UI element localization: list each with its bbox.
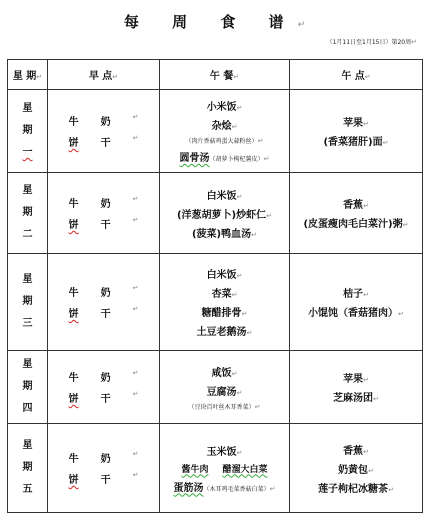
breakfast-char: 干	[100, 309, 111, 320]
paragraph-mark-icon: ↵	[297, 20, 306, 30]
paragraph-mark-icon: ↵	[411, 38, 417, 46]
paragraph-mark-icon: ↵	[132, 216, 139, 224]
day-char: 期	[22, 207, 33, 218]
breakfast-char: 饼	[68, 309, 79, 320]
dish-name: 白米饭	[206, 190, 237, 202]
day-char: 期	[22, 125, 33, 136]
breakfast-char: 奶	[100, 288, 111, 299]
breakfast-char: 饼	[68, 220, 79, 231]
snack-name: (香菜猪肝)面	[323, 137, 383, 148]
dish-name: 杏菜	[211, 289, 232, 300]
breakfast-item	[48, 390, 159, 405]
breakfast-item	[48, 450, 159, 465]
lunch-cell	[160, 173, 290, 254]
lunch-cell	[160, 424, 290, 513]
dish-name: 土豆老鹅汤	[196, 327, 247, 338]
breakfast-char: 奶	[100, 117, 111, 128]
snack-item	[290, 304, 422, 319]
paragraph-mark-icon: ↵	[373, 395, 379, 403]
breakfast-char: 牛	[68, 288, 79, 299]
day-char: 期	[22, 462, 33, 473]
dish-name: (洋葱胡萝卜)炒虾仁	[176, 209, 267, 221]
day-cell	[8, 254, 48, 351]
day-char: 星	[22, 103, 33, 114]
header-lunch: 午 餐↵	[160, 60, 290, 90]
snack-name: 苹果	[343, 374, 364, 385]
paragraph-mark-icon: ↵	[363, 447, 369, 456]
breakfast-item	[48, 305, 159, 320]
breakfast-char: 饼	[68, 394, 79, 405]
paragraph-mark-icon: ↵	[257, 137, 264, 145]
dish-name: 白米饭	[206, 270, 237, 281]
paragraph-mark-icon: ↵	[132, 134, 139, 142]
dish-name: 糖醋排骨	[201, 308, 242, 319]
day-cell	[8, 351, 48, 424]
paragraph-mark-icon: ↵	[132, 390, 139, 398]
date-range	[327, 37, 417, 46]
snack-name: 桔子	[343, 289, 364, 300]
date-range-text: （1月11日至1月15日）第20周	[326, 39, 412, 46]
page-title	[0, 11, 429, 32]
snack-cell	[290, 424, 423, 513]
table-row	[8, 351, 423, 424]
day-char: 三	[22, 318, 33, 329]
breakfast-char: 干	[100, 138, 111, 149]
dish-name: (菠菜)鸭血汤	[191, 228, 252, 240]
breakfast-char: 牛	[68, 454, 79, 465]
breakfast-char: 牛	[68, 199, 79, 210]
day-char: 五	[22, 484, 33, 495]
paragraph-mark-icon: ↵	[132, 305, 139, 313]
breakfast-item	[48, 195, 159, 210]
paragraph-mark-icon: ↵	[231, 123, 238, 131]
breakfast-cell	[48, 351, 160, 424]
paragraph-mark-icon: ↵	[388, 485, 394, 494]
snack-item	[290, 389, 422, 404]
breakfast-char: 干	[100, 394, 111, 405]
lunch-dish	[160, 225, 289, 240]
snack-item	[290, 442, 422, 457]
menu-table	[7, 59, 423, 513]
day-char: 星	[22, 274, 33, 285]
breakfast-char: 奶	[100, 454, 111, 465]
paragraph-mark-icon: ↵	[254, 402, 261, 411]
header-row	[8, 60, 423, 90]
table-row	[8, 424, 423, 513]
paragraph-mark-icon: ↵	[402, 221, 409, 229]
lunch-dish	[160, 206, 289, 221]
snack-name: 苹果	[343, 118, 364, 129]
day-char: 星	[22, 359, 33, 370]
dish-detail: （胡萝卜枸杞薯皮）	[209, 156, 264, 163]
breakfast-item	[48, 471, 159, 486]
dish-name: 圆骨汤	[179, 153, 210, 164]
dish-name: 小米饭	[206, 102, 237, 113]
paragraph-mark-icon: ↵	[398, 310, 404, 318]
paragraph-mark-icon: ↵	[363, 291, 369, 299]
paragraph-mark-icon: ↵	[132, 450, 139, 458]
snack-name: 奶黄包	[338, 464, 369, 476]
table-row	[8, 90, 423, 173]
snack-item	[290, 196, 422, 211]
paragraph-mark-icon: ↵	[363, 120, 369, 128]
day-char: 期	[22, 381, 33, 392]
lunch-dish	[160, 98, 289, 113]
breakfast-cell	[48, 173, 160, 254]
day-cell	[8, 173, 48, 254]
paragraph-mark-icon: ↵	[132, 113, 139, 121]
breakfast-char: 奶	[100, 373, 111, 384]
paragraph-mark-icon: ↵	[251, 230, 257, 239]
paragraph-mark-icon: ↵	[246, 329, 253, 337]
lunch-dish	[160, 443, 289, 458]
breakfast-item	[48, 284, 159, 299]
table-row	[8, 254, 423, 351]
breakfast-item	[48, 369, 159, 384]
lunch-dish	[160, 117, 289, 132]
lunch-dish	[160, 266, 289, 281]
header-breakfast: 早 点↵	[48, 60, 160, 90]
paragraph-mark-icon: ↵	[132, 284, 139, 292]
snack-item	[290, 285, 422, 300]
lunch-cell	[160, 254, 290, 351]
lunch-dish	[160, 383, 289, 398]
snack-cell	[290, 351, 423, 424]
dish-name: 杂烩	[211, 121, 232, 132]
header-snack: 午 点↵	[290, 60, 423, 90]
snack-item	[290, 370, 422, 385]
breakfast-cell	[48, 90, 160, 173]
day-char: 四	[22, 403, 33, 414]
breakfast-char: 干	[100, 475, 111, 486]
lunch-dish	[160, 285, 289, 300]
snack-name: (皮蛋瘦肉毛白菜汁)粥	[303, 219, 403, 230]
dish-name: 蛋筋汤	[173, 482, 204, 494]
breakfast-cell	[48, 424, 160, 513]
paragraph-mark-icon: ↵	[132, 471, 139, 479]
paragraph-mark-icon: ↵	[231, 369, 238, 378]
paragraph-mark-icon: ↵	[236, 104, 243, 112]
paragraph-mark-icon: ↵	[236, 388, 243, 397]
day-char: 二	[22, 229, 33, 240]
paragraph-mark-icon: ↵	[236, 272, 243, 280]
snack-name: 小馄饨（香菇猪肉）	[308, 308, 399, 319]
lunch-pair	[160, 462, 289, 475]
paragraph-mark-icon: ↵	[363, 376, 369, 384]
day-char: 星	[22, 185, 33, 196]
lunch-dish	[160, 479, 289, 494]
breakfast-item	[48, 216, 159, 231]
breakfast-char: 饼	[68, 475, 79, 486]
lunch-dish	[160, 364, 289, 379]
paragraph-mark-icon: ↵	[368, 466, 374, 475]
breakfast-char: 牛	[68, 117, 79, 128]
day-char: 一	[22, 147, 33, 158]
paragraph-mark-icon: ↵	[382, 139, 389, 147]
header-day: 星 期↵	[8, 60, 48, 90]
breakfast-item	[48, 113, 159, 128]
day-cell	[8, 424, 48, 513]
lunch-dish	[160, 149, 289, 164]
dish-name: （肉片香菇鸡蛋大蒜粉丝）	[185, 138, 258, 145]
day-cell	[8, 90, 48, 173]
breakfast-char: 奶	[100, 199, 111, 210]
lunch-cell	[160, 351, 290, 424]
snack-cell	[290, 254, 423, 351]
snack-cell	[290, 173, 423, 254]
dish-name: 玉米饭	[206, 446, 237, 458]
paragraph-mark-icon: ↵	[132, 369, 139, 377]
lunch-dish: 醋溜大白菜	[222, 464, 268, 475]
lunch-dish	[160, 323, 289, 338]
lunch-dish	[160, 304, 289, 319]
title-text: 每 周 食 谱	[123, 13, 298, 31]
snack-name: 莲子枸杞冰糖茶	[318, 483, 389, 495]
lunch-dish	[160, 187, 289, 202]
paragraph-mark-icon: ↵	[363, 202, 369, 210]
paragraph-mark-icon: ↵	[231, 291, 238, 299]
day-char: 星	[22, 440, 33, 451]
snack-item	[290, 461, 422, 476]
lunch-dish	[160, 402, 289, 411]
dish-detail: （木耳鸡毛菜香菇白菜）	[203, 485, 270, 493]
paragraph-mark-icon: ↵	[263, 155, 270, 163]
lunch-dish: 酱牛肉	[181, 464, 209, 475]
snack-name: 香蕉	[343, 445, 364, 457]
breakfast-char: 饼	[68, 138, 79, 149]
snack-item	[290, 480, 422, 495]
lunch-cell	[160, 90, 290, 173]
table-row	[8, 173, 423, 254]
dish-name: 咸饭	[211, 367, 232, 379]
snack-item	[290, 133, 422, 148]
paragraph-mark-icon: ↵	[269, 484, 276, 493]
paragraph-mark-icon: ↵	[266, 211, 272, 220]
day-char: 期	[22, 296, 33, 307]
breakfast-char: 牛	[68, 373, 79, 384]
dish-name: 豆腐汤	[206, 386, 237, 398]
lunch-dish	[160, 136, 289, 145]
paragraph-mark-icon: ↵	[236, 448, 243, 457]
snack-name: 香蕉	[343, 200, 364, 211]
breakfast-char: 干	[100, 220, 111, 231]
paragraph-mark-icon: ↵	[236, 192, 243, 201]
breakfast-cell	[48, 254, 160, 351]
snack-item	[290, 215, 422, 230]
snack-item	[290, 114, 422, 129]
paragraph-mark-icon: ↵	[132, 195, 139, 203]
breakfast-item	[48, 134, 159, 149]
snack-name: 芝麻汤团	[333, 393, 374, 404]
paragraph-mark-icon: ↵	[241, 310, 248, 318]
dish-name: （豆块百叶丝木耳香菜）	[188, 403, 255, 411]
snack-cell	[290, 90, 423, 173]
